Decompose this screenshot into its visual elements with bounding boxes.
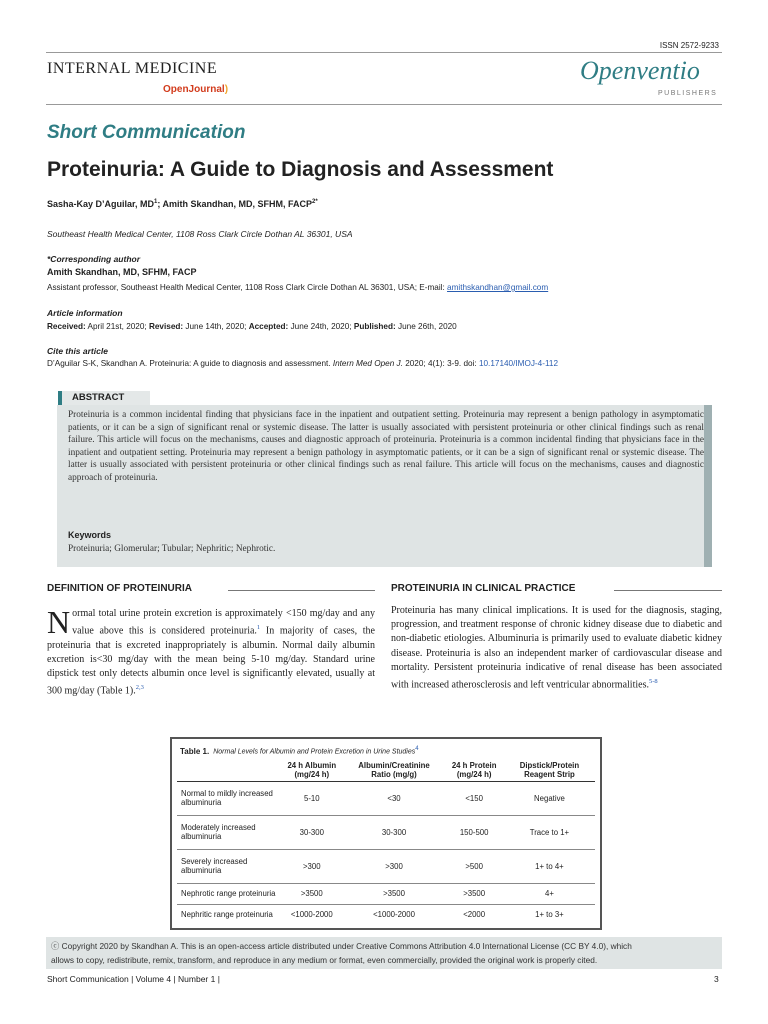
table-row	[177, 782, 595, 816]
received-label: Received:	[47, 322, 86, 331]
abstract-label: ABSTRACT	[58, 391, 150, 405]
publisher-logo: Openventio	[580, 56, 700, 85]
table-cell: 1+ to 3+	[504, 904, 595, 924]
table-cell: 30-300	[280, 815, 344, 849]
table-container	[177, 759, 595, 924]
table-cell: Normal to mildly increased albuminuria	[177, 782, 280, 816]
publisher-sub: PUBLISHERS	[658, 90, 718, 97]
table-cell: <150	[444, 782, 503, 816]
cc-icon: ⓒ	[51, 941, 60, 951]
corresponding-label: *Corresponding author	[47, 254, 141, 264]
revised-label: Revised:	[148, 322, 184, 331]
table-cell: >300	[280, 849, 344, 883]
table-cell: Trace to 1+	[504, 815, 595, 849]
table-cell: 5-10	[280, 782, 344, 816]
article-type: Short Communication	[47, 122, 246, 143]
table-cell: Moderately increased albuminuria	[177, 815, 280, 849]
table-header-cell: Dipstick/Protein Reagent Strip	[504, 759, 595, 782]
author-2-sup: 2*	[312, 199, 318, 205]
doi-link[interactable]: 10.17140/IMOJ-4-112	[478, 359, 558, 368]
keywords-label: Keywords	[68, 530, 112, 540]
author-1: Sasha-Kay D’Aguilar, MD	[47, 199, 155, 209]
table-cell: 30-300	[344, 815, 445, 849]
table-caption-ref: 4	[415, 746, 419, 752]
table-cell: <1000-2000	[280, 904, 344, 924]
authors	[47, 199, 318, 209]
footer-left: Short Communication | Volume 4 | Number 1 |	[47, 974, 220, 984]
received-date: April 21st, 2020;	[87, 322, 147, 331]
table-cell: Negative	[504, 782, 595, 816]
copyright-line-2: allows to copy, redistribute, remix, transform, and reproduce in any medium or format, even commercially, provided the original work is properly cited.	[51, 955, 598, 965]
table-body	[177, 782, 595, 925]
data-table	[177, 759, 595, 924]
open-journal-label	[163, 84, 228, 95]
dropcap: N	[47, 604, 71, 640]
table-cell: >3500	[344, 883, 445, 904]
cite-label: Cite this article	[47, 346, 108, 356]
copyright-text	[51, 939, 719, 967]
email-link[interactable]: amithskandhan@gmail.com	[447, 283, 549, 292]
citation-rest: 2020; 4(1): 3-9. doi:	[405, 359, 477, 368]
copyright-line-1-text: Copyright 2020 by Skandhan A. This is an open-access article distributed under Creative Commons Attribution 4.0 International License (CC BY 4.0), which	[61, 941, 632, 951]
corresponding-details	[47, 283, 548, 292]
article-title: Proteinuria: A Guide to Diagnosis and Assessment	[47, 158, 554, 181]
table-cell: >300	[344, 849, 445, 883]
table-row	[177, 849, 595, 883]
table-label: Table 1.	[180, 746, 210, 756]
clinical-rule	[614, 590, 722, 591]
accepted-label: Accepted:	[248, 322, 289, 331]
definition-p2: In majority of cases, the proteinuria that is excreted inappropriately is albumin. Normal daily albumin excretion is<30 mg/day with the mean being 5-10 mg/day. Standard urine dipstick test only detects albumin once level is significantly elevated, usually at 300 mg/day (Table 1).	[47, 625, 375, 697]
table-header-cell: 24 h Protein (mg/24 h)	[444, 759, 503, 782]
table-cell: 4+	[504, 883, 595, 904]
table-cell: Severely increased albuminuria	[177, 849, 280, 883]
clinical-body: Proteinuria has many clinical implications. It is used for the diagnosis, staging, progression, and treatment response of chronic kidney disease due to diabetic and non-diabetic etiologies. Albuminuria is primarily used to evaluate diabetic kidney disease. Proteinuria is also an independent marker of cardiovascular disease and mortality. Persistent proteinuria indicative of renal disease has been associated with increased atherosclerosis and left ventricular abnormalities.	[391, 605, 722, 691]
definition-heading: DEFINITION OF PROTEINURIA	[47, 583, 192, 594]
table-header-cell: 24 h Albumin (mg/24 h)	[280, 759, 344, 782]
corresponding-details-text: Assistant professor, Southeast Health Medical Center, 1108 Ross Clark Circle Dothan AL 36301, USA; E-mail:	[47, 283, 445, 292]
table-header-row	[177, 759, 595, 782]
table-cell: Nephritic range proteinuria	[177, 904, 280, 924]
accepted-date: June 24th, 2020;	[290, 322, 352, 331]
published-label: Published:	[353, 322, 396, 331]
issn: ISSN 2572-9233	[659, 41, 719, 50]
citation-main: D’Aguilar S-K, Skandhan A. Proteinuria: A guide to diagnosis and assessment.	[47, 359, 331, 368]
open-journal-mark-icon: )	[224, 84, 229, 95]
keywords: Proteinuria; Glomerular; Tubular; Nephritic; Nephrotic.	[68, 544, 276, 554]
table-cell: <2000	[444, 904, 503, 924]
table-row	[177, 883, 595, 904]
table-cell: >500	[444, 849, 503, 883]
table-cell: >3500	[280, 883, 344, 904]
affiliation: Southeast Health Medical Center, 1108 Ross Clark Circle Dothan AL 36301, USA	[47, 229, 353, 239]
table-cell: 150-500	[444, 815, 503, 849]
copyright-line-1	[51, 939, 719, 953]
journal-name: INTERNAL MEDICINE	[47, 60, 218, 77]
ref-3[interactable]: 5-8	[648, 678, 658, 686]
table-header-cell	[177, 759, 280, 782]
table-caption	[180, 746, 419, 756]
citation-journal: Intern Med Open J.	[332, 359, 403, 368]
article-dates	[47, 322, 457, 331]
definition-rule	[228, 590, 375, 591]
table-caption-text: Normal Levels for Albumin and Protein Excretion in Urine Studies	[213, 748, 416, 756]
article-info-label: Article information	[47, 308, 123, 318]
page-number: 3	[714, 974, 719, 984]
published-date: June 26th, 2020	[398, 322, 457, 331]
clinical-text	[391, 604, 722, 693]
table-cell: Nephrotic range proteinuria	[177, 883, 280, 904]
table-cell: <1000-2000	[344, 904, 445, 924]
table-header-cell: Albumin/Creatinine Ratio (mg/g)	[344, 759, 445, 782]
definition-text	[47, 604, 375, 699]
table-row	[177, 815, 595, 849]
table-cell: <30	[344, 782, 445, 816]
author-1-sup: 1	[154, 199, 158, 205]
table-cell: 1+ to 4+	[504, 849, 595, 883]
open-journal-text: OpenJournal	[163, 84, 225, 95]
corresponding-name: Amith Skandhan, MD, SFHM, FACP	[47, 267, 197, 277]
citation-text	[47, 359, 558, 368]
author-2: ; Amith Skandhan, MD, SFHM, FACP	[157, 199, 313, 209]
table-row	[177, 904, 595, 924]
ref-2[interactable]: 2,3	[135, 684, 144, 692]
table-cell: >3500	[444, 883, 503, 904]
revised-date: June 14th, 2020;	[185, 322, 247, 331]
abstract-text: Proteinuria is a common incidental finding that physicians face in the inpatient and outpatient setting. Proteinuria may represent a benign pathology in asymptomatic patients, or it can be a sign of significant renal or systemic disease. The latter is usually associated with persistent proteinuria or other clinical findings such as renal failure. This article will focus on the mechanisms, causes and diagnostic approach of proteinuria. Proteinuria is a common incidental finding that physicians face in the inpatient and outpatient setting. Proteinuria may represent a benign pathology in asymptomatic patients, or it can be a sign of significant renal or systemic disease. The latter is usually associated with persistent proteinuria or other clinical findings such as renal failure. This article will focus on the mechanisms, causes and diagnostic approach of proteinuria.	[68, 410, 704, 483]
ref-1[interactable]: 1	[256, 624, 261, 632]
clinical-heading: PROTEINURIA IN CLINICAL PRACTICE	[391, 583, 576, 594]
header-rule	[46, 52, 722, 53]
header-bottom-rule	[46, 104, 722, 105]
definition-p1: ormal total urine protein excretion is approximately <150 mg/day and any value above this is considered proteinuria.	[72, 608, 375, 637]
